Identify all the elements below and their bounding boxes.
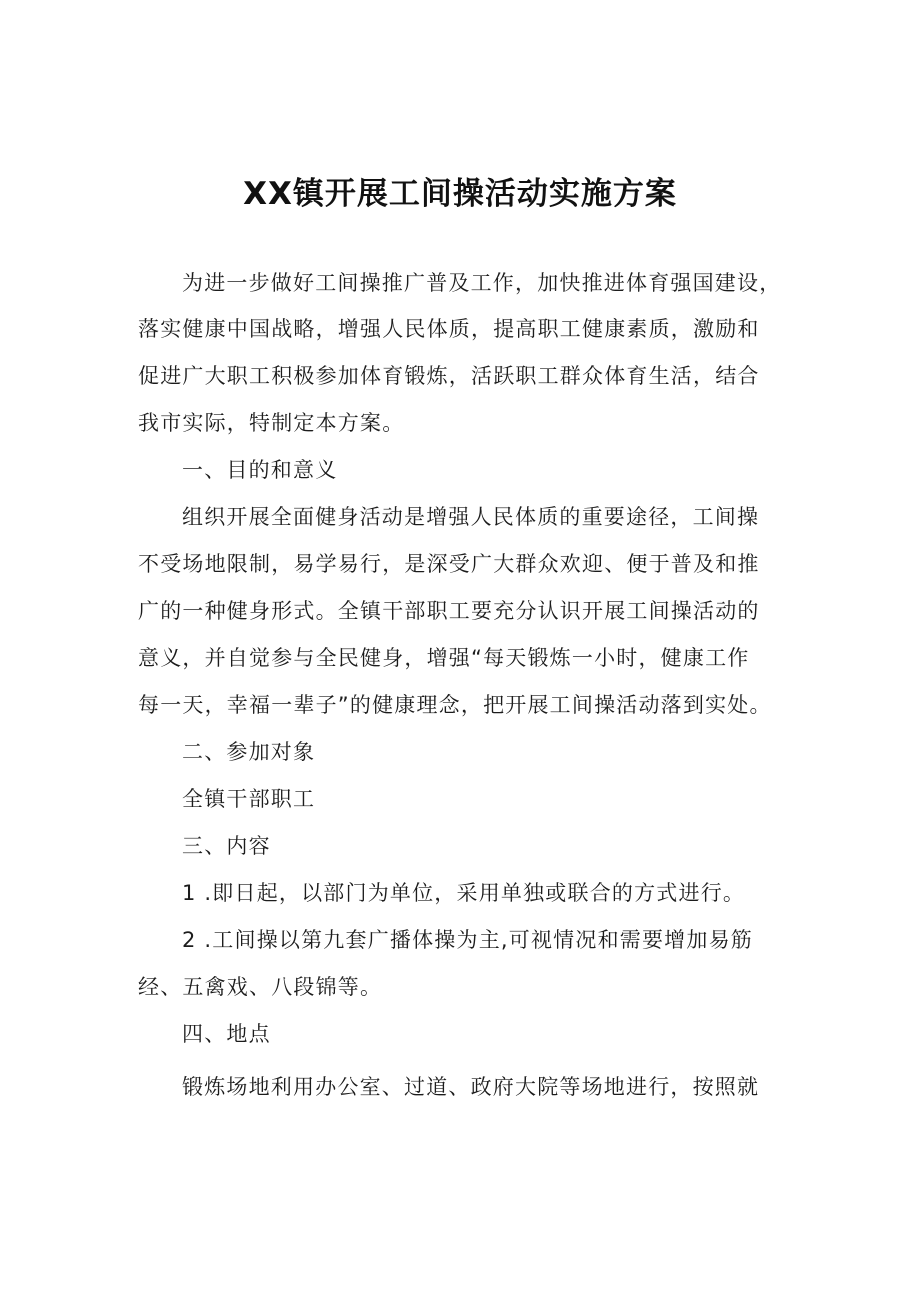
document-title: XX镇开展工间操活动实施方案 [243,176,677,212]
paragraph-line: 不受场地限制，易学易行，是深受广大群众欢迎、便于普及和推 [138,552,760,576]
section-heading: 一、目的和意义 [182,458,338,482]
paragraph-line: 意义，并自觉参与全民健身，增强“每天锻炼一小时，健康工作 [138,646,750,670]
paragraph-line: 全镇干部职工 [182,787,316,811]
list-item: 2 .工间操以第九套广播体操为主,可视情况和需要增加易筋 [182,928,753,952]
paragraph-line: 组织开展全面健身活动是增强人民体质的重要途径，工间操 [182,505,760,529]
section-heading: 三、内容 [182,834,271,858]
paragraph-line: 我市实际，特制定本方案。 [138,411,405,435]
paragraph-line: 广的一种健身形式。全镇干部职工要充分认识开展工间操活动的 [138,599,760,623]
list-item: 1 .即日起，以部门为单位，采用单独或联合的方式进行。 [182,881,746,905]
paragraph-line: 每一天，幸福一辈子”的健康理念，把开展工间操活动落到实处。 [138,693,772,717]
paragraph-line: 为进一步做好工间操推广普及工作，加快推进体育强国建设， [182,271,782,295]
section-heading: 二、参加对象 [182,740,316,764]
paragraph-line: 经、五禽戏、八段锦等。 [138,975,383,999]
section-heading: 四、地点 [182,1022,271,1046]
paragraph-line: 锻炼场地利用办公室、过道、政府大院等场地进行，按照就 [182,1075,760,1099]
paragraph-line: 落实健康中国战略，增强人民体质，提高职工健康素质，激励和 [138,317,760,341]
paragraph-line: 促进广大职工积极参加体育锻炼，活跃职工群众体育生活，结合 [138,364,760,388]
